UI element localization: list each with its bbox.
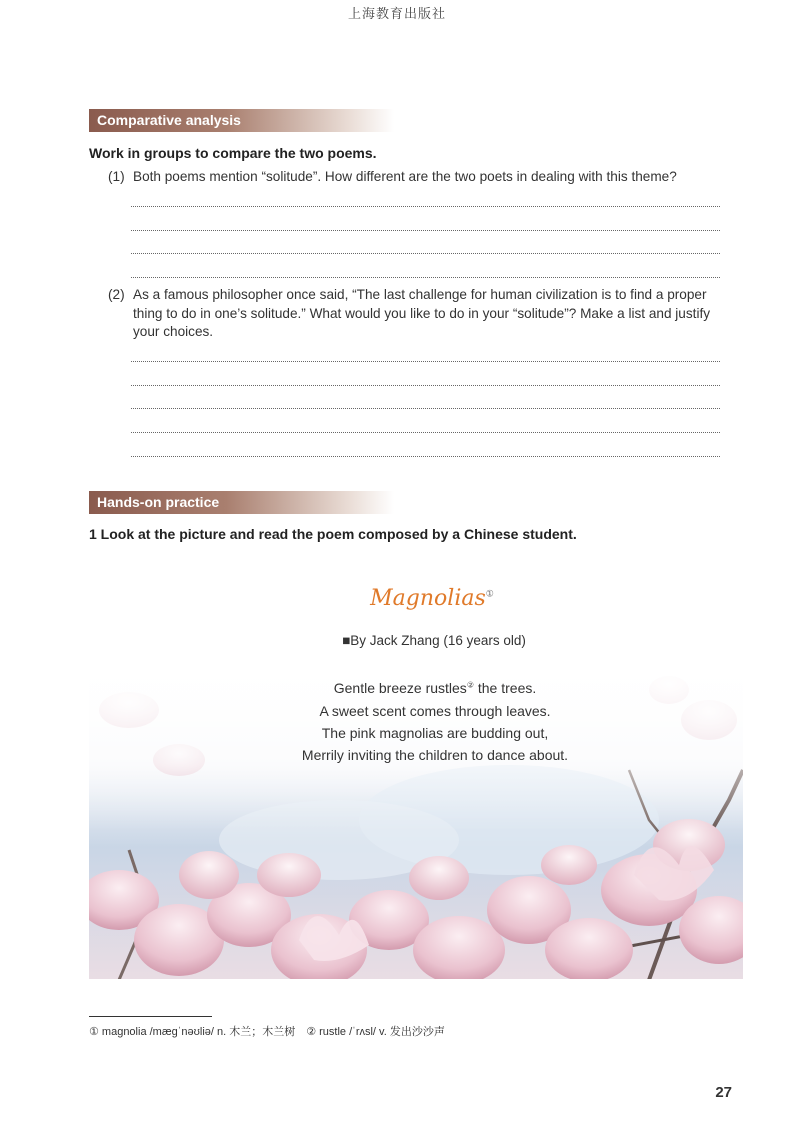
hands-on-task: 1 Look at the picture and read the poem composed by a Chinese student. — [89, 526, 577, 542]
publisher-header: 上海教育出版社 — [347, 7, 446, 22]
poem-line-text: the trees. — [473, 680, 537, 696]
poem-line-3: The pink magnolias are budding out, — [321, 725, 549, 741]
answer-line[interactable] — [131, 432, 720, 433]
footnote-marker: ② — [466, 680, 474, 690]
poem-line-1 — [0, 680, 794, 696]
footnote: ① magnolia /mæɡˈnəʊliə/ n. 木兰；木兰树 ② rustle /ˈrʌsl/ v. 发出沙沙声 — [89, 1026, 445, 1038]
poem-line-2: A sweet scent comes through leaves. — [319, 703, 551, 719]
poem-title — [0, 586, 794, 611]
footnote-divider — [89, 1016, 212, 1017]
poem-line-text: Gentle breeze rustles — [333, 680, 467, 696]
question-number: (1) — [108, 169, 125, 184]
section-heading-comparative: Comparative analysis — [89, 109, 394, 132]
page-number: 27 — [715, 1084, 732, 1101]
answer-line[interactable] — [131, 277, 720, 278]
question-text: Both poems mention “solitude”. How different are the two poets in dealing with this theme? — [133, 169, 677, 184]
answer-line[interactable] — [131, 206, 720, 207]
answer-line[interactable] — [131, 385, 720, 386]
comparative-instruction: Work in groups to compare the two poems. — [89, 145, 377, 161]
answer-line[interactable] — [131, 456, 720, 457]
poem-byline: ■By Jack Zhang (16 years old) — [342, 633, 526, 648]
answer-line[interactable] — [131, 230, 720, 231]
question-1 — [108, 168, 723, 187]
poem-line-4: Merrily inviting the children to dance about. — [301, 747, 569, 763]
footnote-marker: ① — [485, 589, 494, 600]
answer-line[interactable] — [131, 253, 720, 254]
poem-title-text: Magnolias — [370, 586, 486, 611]
answer-line[interactable] — [131, 361, 720, 362]
section-heading-hands-on: Hands-on practice — [89, 491, 394, 514]
magnolia-illustration — [89, 650, 743, 979]
question-2 — [108, 286, 723, 342]
answer-line[interactable] — [131, 408, 720, 409]
question-text: As a famous philosopher once said, “The last challenge for human civilization is to find a proper thing to do in one’s solitude.” What would you like to do in your “solitude”? Make a list and justify your choices. — [133, 287, 711, 339]
question-number: (2) — [108, 287, 125, 302]
magnolia-picture — [89, 650, 743, 979]
